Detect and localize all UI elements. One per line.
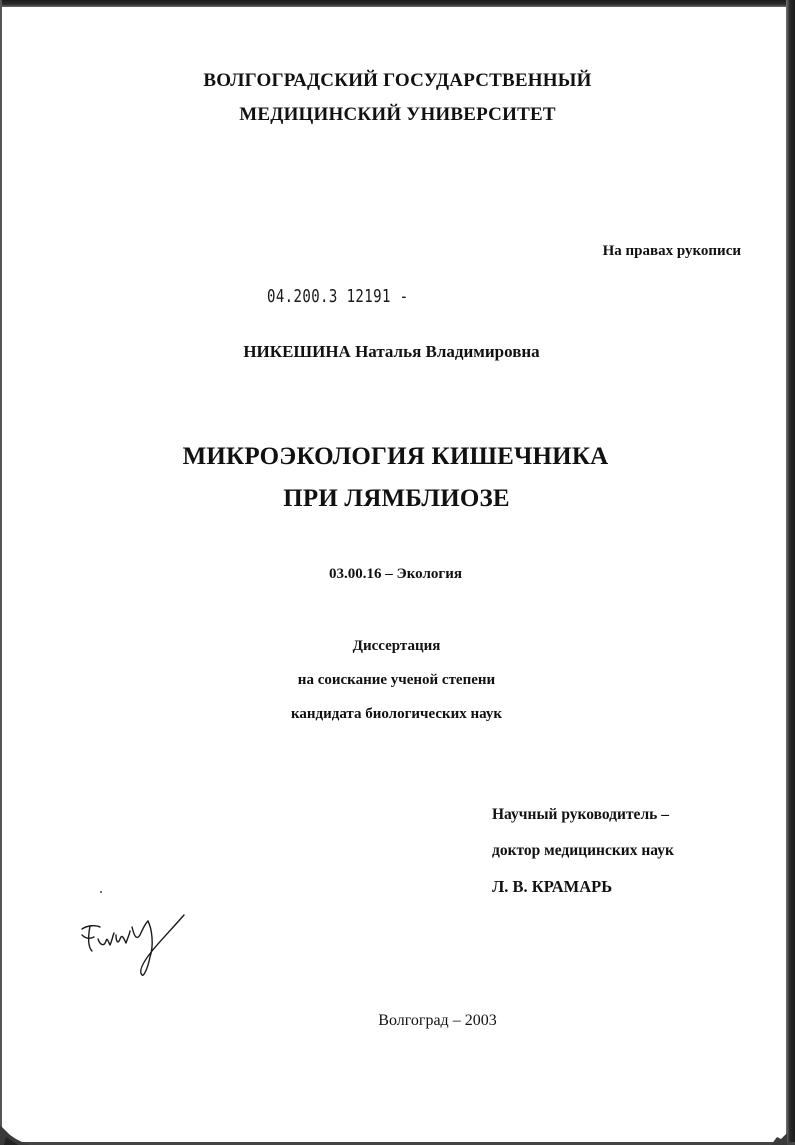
- scan-speck: [100, 891, 102, 893]
- university-name-line-1: ВОЛГОГРАДСКИЙ ГОСУДАРСТВЕННЫЙ: [203, 70, 592, 91]
- registration-number-stamp: 04.200.3 12191 -: [267, 286, 409, 307]
- dissertation-title-line-2: ПРИ ЛЯМБЛИОЗЕ: [283, 485, 510, 512]
- specialty-code: 03.00.16 – Экология: [329, 566, 462, 582]
- supervisor-role: Научный руководитель –: [492, 806, 669, 823]
- dissertation-label: Диссертация: [352, 638, 441, 654]
- supervisor-name: Л. В. КРАМАРЬ: [492, 877, 613, 896]
- supervisor-degree: доктор медицинских наук: [492, 842, 674, 859]
- author-name: НИКЕШИНА Наталья Владимировна: [243, 342, 540, 361]
- city-and-year: Волгоград – 2003: [378, 1012, 497, 1029]
- scan-corner-artifact: [0, 1121, 30, 1145]
- dissertation-title-line-1: МИКРОЭКОЛОГИЯ КИШЕЧНИКА: [182, 443, 609, 470]
- university-name-line-2: МЕДИЦИНСКИЙ УНИВЕРСИТЕТ: [239, 104, 556, 125]
- manuscript-rights-note: На правах рукописи: [602, 243, 741, 259]
- scan-edge-top: [0, 0, 795, 7]
- degree-name: кандидата биологических наук: [290, 706, 503, 722]
- degree-purpose: на соискание ученой степени: [297, 672, 496, 688]
- handwritten-signature: [78, 905, 194, 981]
- scan-corner-artifact: [769, 1129, 787, 1145]
